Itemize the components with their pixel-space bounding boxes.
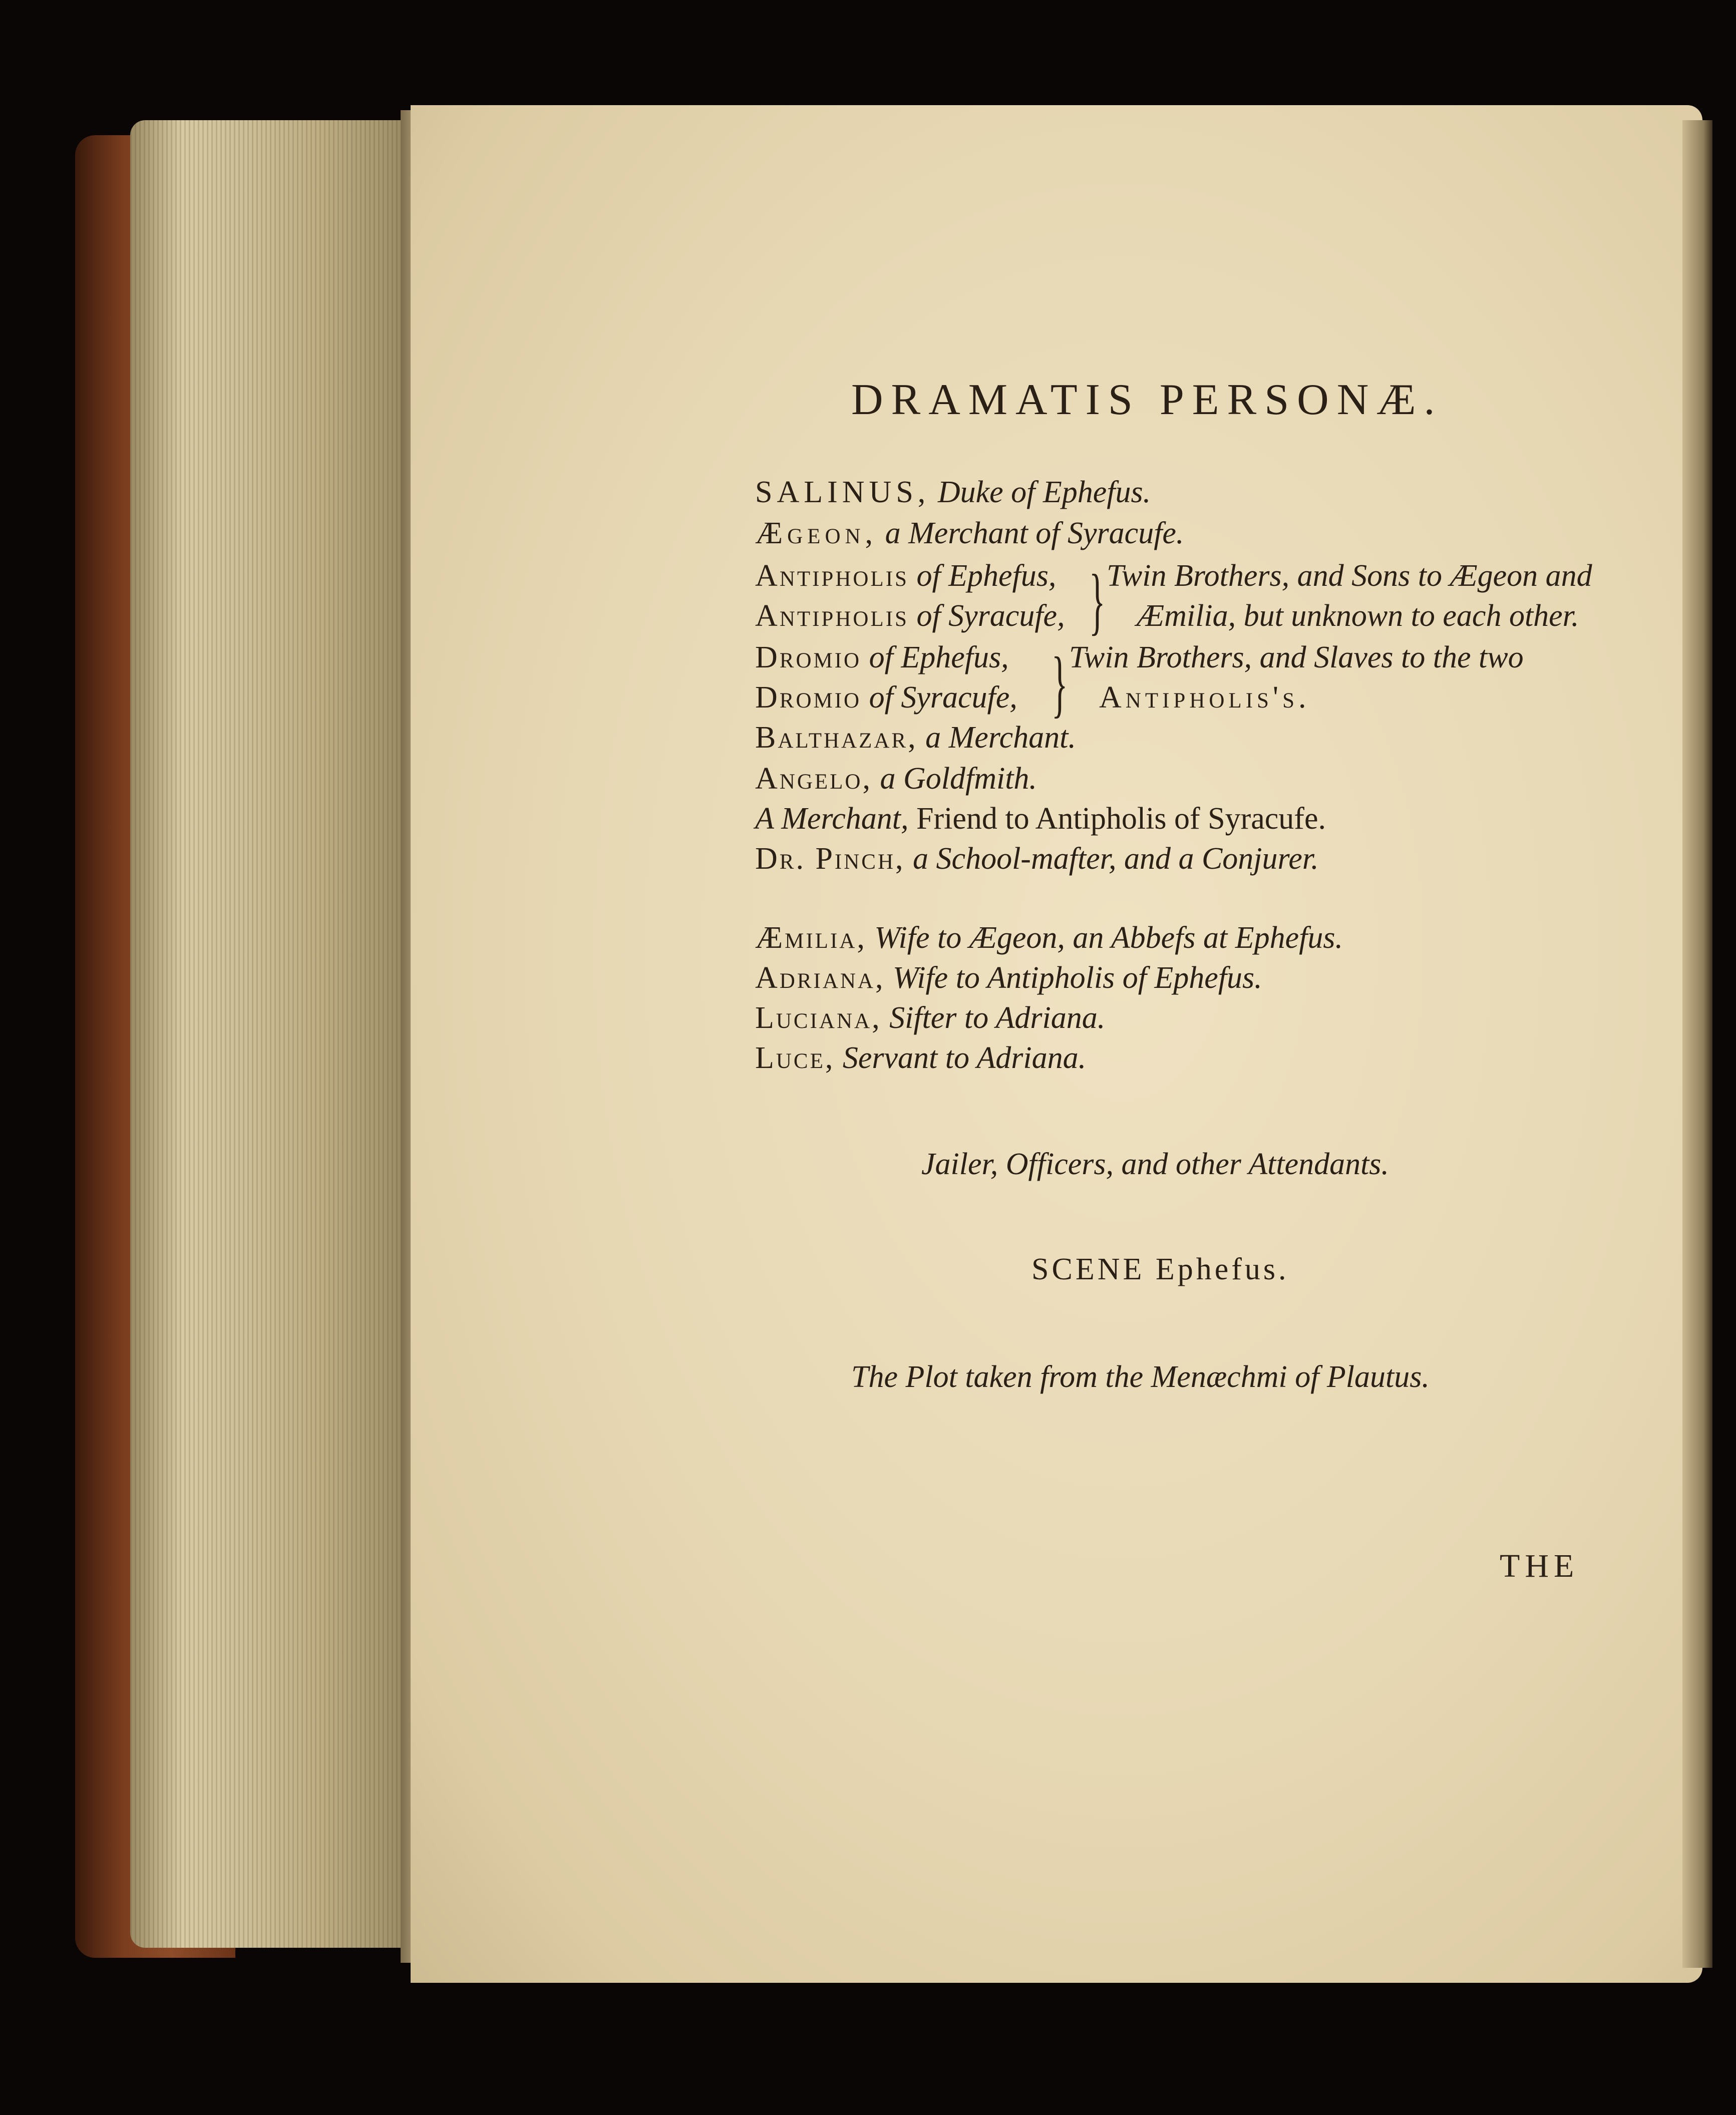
brace-antipholis: }	[1089, 559, 1106, 642]
cast-line-angelo: Angelo, a Goldfmith.	[755, 762, 1037, 796]
dromio-note-line2: Antipholis's.	[1099, 680, 1310, 715]
cast-line-aemilia: Æmilia, Wife to Ægeon, an Abbefs at Ephefus.	[755, 921, 1343, 955]
cast-line-merchant: A Merchant, Friend to Antipholis of Syracufe.	[755, 802, 1326, 836]
cast-line-balthazar: Balthazar, a Merchant.	[755, 721, 1076, 755]
brace-dromio: }	[1052, 642, 1068, 725]
catchword: THE	[1500, 1548, 1579, 1584]
cast-line-antipholis-ephesus: Antipholis of Ephefus,	[755, 559, 1057, 593]
antipholis-note-line2: Æmilia, but unknown to each other.	[1137, 599, 1579, 633]
page-title: DRAMATIS PERSONÆ.	[851, 376, 1443, 424]
cast-line-dromio-syracuse: Dromio of Syracufe,	[755, 680, 1017, 715]
antipholis-note-line1: Twin Brothers, and Sons to Ægeon and	[1107, 559, 1592, 593]
dromio-note-line1: Twin Brothers, and Slaves to the two	[1069, 640, 1524, 674]
cast-line-aegeon: Ægeon, a Merchant of Syracufe.	[755, 516, 1184, 550]
cast-line-pinch: Dr. Pinch, a School-mafter, and a Conjurer.	[755, 842, 1319, 876]
cast-line-adriana: Adriana, Wife to Antipholis of Ephefus.	[755, 961, 1262, 995]
scene-line: SCENE Ephefus.	[1031, 1252, 1289, 1286]
cast-line-dromio-ephesus: Dromio of Ephefus,	[755, 640, 1009, 674]
cast-line-salinus: SALINUS, Duke of Ephefus.	[755, 475, 1151, 509]
cast-line-luce: Luce, Servant to Adriana.	[755, 1041, 1087, 1075]
cast-line-antipholis-syracuse: Antipholis of Syracufe,	[755, 599, 1065, 633]
plot-line: The Plot taken from the Menæchmi of Plautus.	[851, 1360, 1430, 1394]
attendants-line: Jailer, Officers, and other Attendants.	[921, 1147, 1389, 1181]
cast-line-luciana: Luciana, Sifter to Adriana.	[755, 1001, 1106, 1035]
